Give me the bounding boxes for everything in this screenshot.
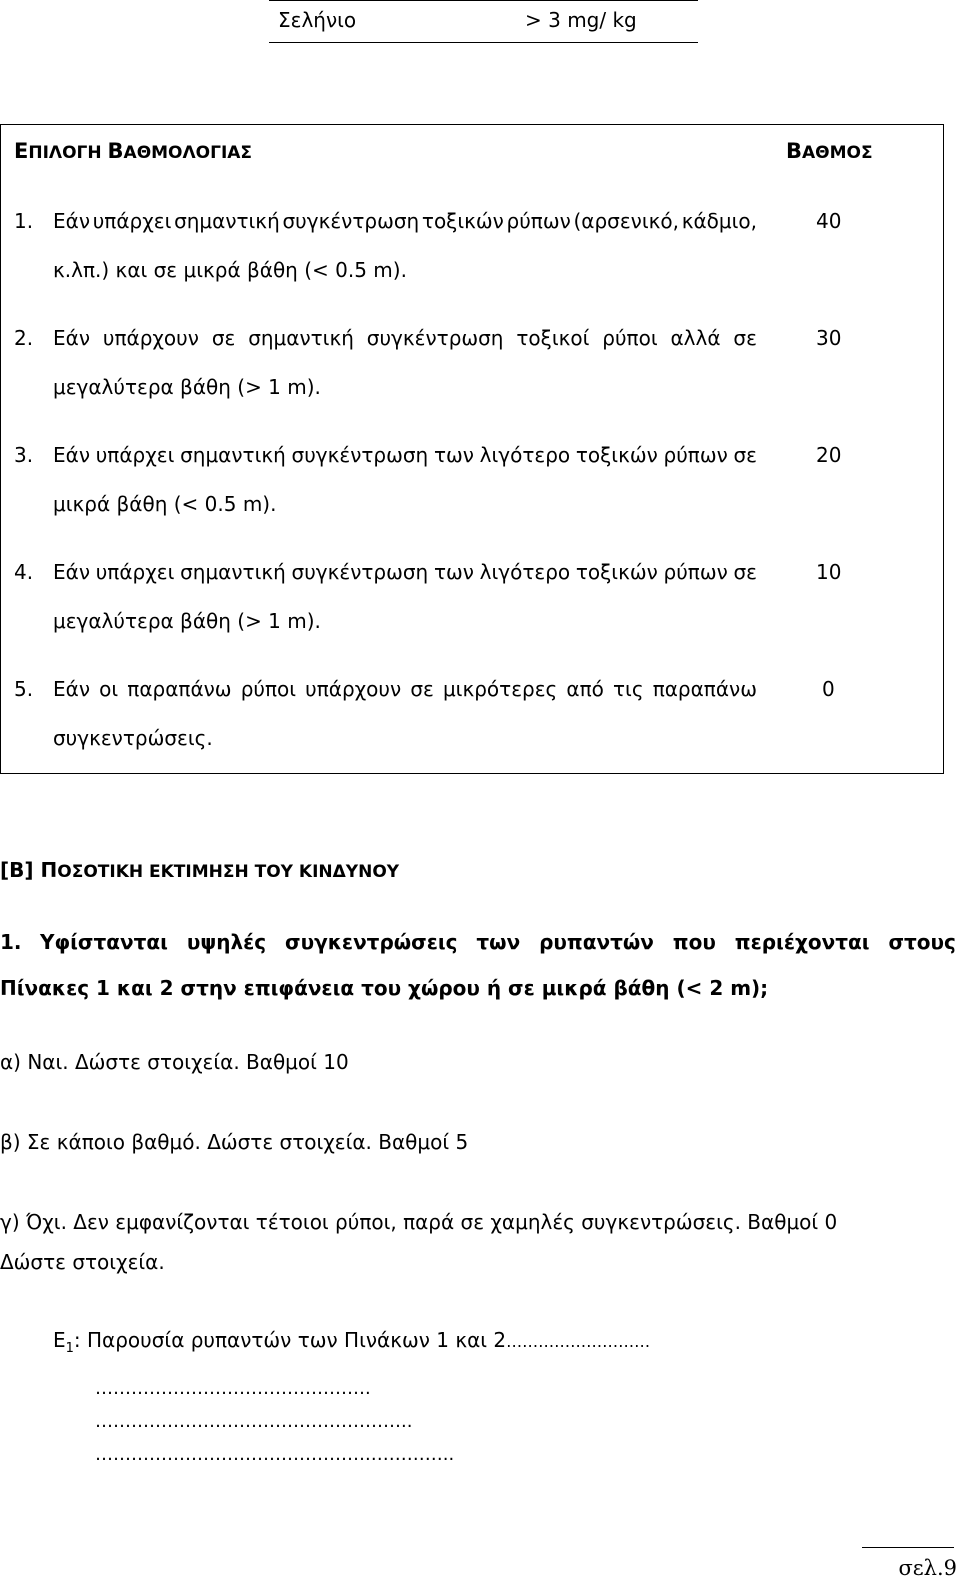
option-c-line-1: γ) Όχι. Δεν εμφανίζονται τέτοιοι ρύποι, παρά σε χαμηλές συγκεντρώσεις. Βαθμοί 0: [0, 1210, 838, 1234]
top-rule-lower: [269, 42, 698, 43]
page-number: σελ.9: [898, 1556, 957, 1580]
item-number: 4.: [14, 560, 34, 584]
e1-fill-line-1: ……………………………………….: [95, 1378, 371, 1399]
scoring-item-3: Εάν υπάρχει σημαντική συγκέντρωση των λιγότερο τοξικών ρύπων σε μικρά βάθη (< 0.5 m).: [53, 443, 757, 516]
option-a: α) Ναι. Δώστε στοιχεία. Βαθμοί 10: [0, 1050, 349, 1074]
scoring-header: ΕΠΙΛΟΓΗ ΒΑΘΜΟΛΟΓΙΑΣ: [14, 139, 253, 163]
e1-fill-line-2: ……………………………………………..: [95, 1411, 413, 1432]
element-name: Σελήνιο: [278, 8, 357, 32]
e1-fill-line-3: ……………………………………….…………..: [95, 1444, 455, 1465]
element-limit: > 3 mg/ kg: [525, 8, 637, 32]
item-score: 10: [816, 560, 842, 584]
question-number: 1.: [0, 930, 22, 954]
scoring-item-5: Εάν οι παραπάνω ρύποι υπάρχουν σε μικρότερες από τις παραπάνω συγκεντρώσεις.: [53, 677, 757, 750]
item-number: 2.: [14, 326, 34, 350]
item-number: 1.: [14, 209, 34, 233]
scoring-item-2: Εάν υπάρχουν σε σημαντική συγκέντρωση τοξικοί ρύποι αλλά σε μεγαλύτερα βάθη (> 1 m).: [53, 326, 757, 399]
option-b: β) Σε κάποιο βαθμό. Δώστε στοιχεία. Βαθμοί 5: [0, 1130, 469, 1154]
item-score: 0: [822, 677, 835, 701]
item-number: 5.: [14, 677, 34, 701]
item-number: 3.: [14, 443, 34, 467]
top-rule-upper: [269, 0, 698, 1]
item-score: 40: [816, 209, 842, 233]
e1-label: $E_1$: Παρουσία ρυπαντών των Πινάκων 1 και 2………………………: [53, 1328, 651, 1356]
option-c-line-2: Δώστε στοιχεία.: [0, 1250, 165, 1274]
question-line-2: Πίνακες 1 και 2 στην επιφάνεια του χώρου ή σε μικρά βάθη (< 2 m);: [0, 976, 769, 1000]
scoring-item-1: Εάν υπάρχει σημαντική συγκέντρωση τοξικών ρύπων (αρσενικό, κάδμιο, κ.λπ.) και σε μικρά βάθη (< 0.5 m).: [53, 209, 757, 282]
item-score: 20: [816, 443, 842, 467]
score-column-header: ΒΑΘΜΟΣ: [786, 139, 873, 163]
question-line-1: Υφίστανται υψηλές συγκεντρώσεις των ρυπαντών που περιέχονται στους: [40, 930, 956, 954]
item-score: 30: [816, 326, 842, 350]
section-b-heading: [Β] ΠΟΣΟΤΙΚΗ ΕΚΤΙΜΗΣΗ ΤΟΥ ΚΙΝΔΥΝΟΥ: [0, 858, 400, 882]
scoring-item-4: Εάν υπάρχει σημαντική συγκέντρωση των λιγότερο τοξικών ρύπων σε μεγαλύτερα βάθη (> 1 m).: [53, 560, 757, 633]
footer-rule: [862, 1547, 954, 1548]
